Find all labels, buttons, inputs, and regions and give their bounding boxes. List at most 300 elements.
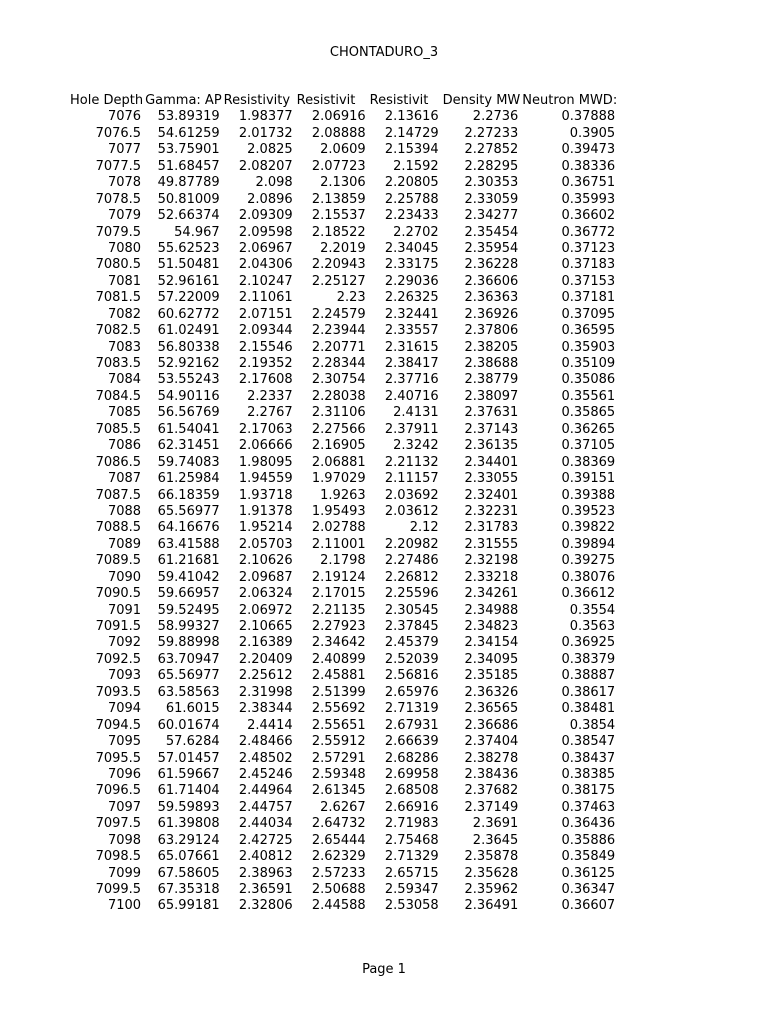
table-cell: 0.39275 [561,553,616,569]
table-row [68,438,617,454]
table-row [68,159,617,175]
table-cell: 2.38205 [464,339,519,355]
table-row [68,866,617,882]
table-cell: 0.38887 [561,668,616,684]
table-cell: 2.27923 [311,619,366,634]
table-row [68,898,617,914]
table-cell: 61.02491 [157,323,220,339]
table-cell: 7087.5 [95,487,142,503]
table-cell: 2.55692 [311,701,366,717]
table-cell: 53.55243 [157,372,220,388]
table-cell: 0.37183 [561,257,616,273]
table-cell: 7098.5 [95,849,142,865]
table-cell: 2.34642 [311,635,366,651]
table-cell: 2.25612 [238,668,293,684]
table-cell: 7095.5 [95,750,142,766]
table-row [68,208,617,224]
column-header-resistivity-3: Resistivit [369,93,429,108]
table-cell: 0.39523 [561,503,616,519]
table-cell: 2.36606 [464,273,519,289]
table-cell: 52.96161 [157,273,220,289]
table-cell: 2.2736 [472,109,519,125]
table-cell: 2.20982 [384,536,439,552]
table-cell: 7096 [107,766,142,782]
table-cell: 0.37153 [561,273,616,289]
table-row [68,816,617,832]
table-cell: 2.0825 [247,142,293,158]
table-cell: 63.41588 [157,536,220,552]
table-cell: 2.44757 [238,799,293,815]
table-cell: 2.32806 [238,898,293,914]
table-cell: 2.37404 [464,734,519,750]
table-cell: 7091 [107,602,142,618]
table-cell: 7093 [107,668,142,684]
table-cell: 2.31555 [464,536,519,552]
table-cell: 7083 [107,339,142,355]
table-cell: 2.64732 [311,816,366,832]
table-body [68,109,617,914]
table-cell: 2.26812 [384,569,439,585]
table-cell: 2.52039 [384,651,439,667]
table-cell: 7084 [107,372,142,388]
table-cell: 59.88998 [157,635,220,651]
table-cell: 2.30754 [311,372,366,388]
table-cell: 62.31451 [157,438,220,454]
table-cell: 2.08888 [311,125,366,141]
table-cell: 0.38369 [561,454,616,470]
table-cell: 2.16389 [238,635,293,651]
table-cell: 0.38481 [561,701,616,717]
table-cell: 2.11061 [238,290,293,306]
table-cell: 2.34823 [464,619,519,634]
table-cell: 2.40899 [311,651,366,667]
table-cell: 0.38617 [561,684,616,700]
table-cell: 2.25127 [311,273,366,289]
table-cell: 2.01732 [238,125,293,141]
table-cell: 7076 [107,109,142,125]
table-cell: 52.92162 [157,356,220,371]
table-row [68,668,617,684]
table-cell: 2.71983 [384,816,439,832]
table-cell: 1.97029 [311,471,366,487]
table-cell: 2.28295 [464,158,519,174]
table-cell: 2.23944 [311,323,366,339]
table-cell: 2.06916 [311,109,366,125]
table-cell: 56.56769 [157,405,220,421]
table-cell: 7081 [107,273,142,289]
table-cell: 49.87789 [157,175,220,191]
table-row [68,142,617,158]
table-cell: 55.62523 [157,240,220,256]
table-cell: 57.6284 [165,734,220,750]
table-cell: 2.06666 [238,438,293,454]
table-cell: 61.6015 [165,701,220,717]
table-cell: 65.56977 [157,668,220,684]
table-cell: 2.32441 [384,306,439,322]
table-cell: 0.36772 [561,224,616,240]
table-cell: 2.30353 [464,175,519,191]
table-cell: 1.91378 [238,503,293,519]
table-cell: 0.39473 [561,142,616,158]
table-cell: 2.35185 [464,668,519,684]
table-cell: 2.31106 [311,405,366,421]
table-row [68,455,617,471]
table-cell: 1.9263 [320,487,366,503]
table-cell: 2.23 [336,290,366,306]
table-cell: 2.3645 [472,832,519,848]
table-cell: 7086.5 [95,454,142,470]
table-cell: 2.28344 [311,356,366,371]
table-cell: 2.66639 [384,734,439,750]
table-cell: 2.07151 [238,306,293,322]
table-cell: 7086 [107,438,142,454]
table-cell: 2.15546 [238,339,293,355]
table-cell: 2.36491 [464,898,519,914]
table-cell: 7076.5 [95,125,142,141]
table-cell: 1.98095 [238,454,293,470]
table-cell: 0.39388 [561,487,616,503]
table-cell: 2.02788 [311,520,366,536]
table-cell: 1.95493 [311,503,366,519]
table-cell: 2.08207 [238,158,293,174]
table-cell: 2.36686 [464,717,519,733]
table-cell: 53.89319 [157,109,220,125]
column-header-resistivity-2: Resistivit [296,93,356,108]
table-cell: 2.36135 [464,438,519,454]
table-row [68,225,617,241]
table-cell: 2.6267 [320,799,366,815]
table-cell: 2.48466 [238,734,293,750]
table-cell: 0.37123 [561,240,616,256]
table-cell: 2.45246 [238,766,293,782]
table-cell: 7079 [107,208,142,224]
table-cell: 2.37631 [464,405,519,421]
table-cell: 2.68508 [384,783,439,799]
table-cell: 2.29036 [384,273,439,289]
table-cell: 2.34401 [464,454,519,470]
table-cell: 2.05703 [238,536,293,552]
table-cell: 7081.5 [95,290,142,306]
table-cell: 2.38688 [464,356,519,371]
table-row [68,257,617,273]
table-row [68,471,617,487]
table-cell: 2.2019 [320,240,366,256]
table-cell: 7080.5 [95,257,142,273]
table-row [68,619,617,635]
table-cell: 2.07723 [311,158,366,174]
table-cell: 0.38547 [561,734,616,750]
table-cell: 0.37181 [561,290,616,306]
table-cell: 0.36602 [561,208,616,224]
table-cell: 2.75468 [384,832,439,848]
column-header-density: Density MW [442,93,521,108]
table-cell: 2.21132 [384,454,439,470]
table-row [68,356,617,372]
table-cell: 2.50688 [311,882,366,897]
table-cell: 7098 [107,832,142,848]
table-cell: 0.39151 [561,471,616,487]
table-cell: 2.09598 [238,224,293,240]
table-cell: 2.37149 [464,799,519,815]
column-header-resistivity: Resistivity [223,93,291,108]
table-cell: 2.45379 [384,635,439,651]
table-cell: 2.1306 [320,175,366,191]
table-cell: 2.10665 [238,619,293,634]
table-row [68,274,617,290]
table-cell: 2.65444 [311,832,366,848]
table-cell: 2.098 [255,175,293,191]
table-cell: 2.0609 [320,142,366,158]
table-cell: 59.59893 [157,799,220,815]
table-cell: 7083.5 [95,356,142,371]
table-cell: 7097.5 [95,816,142,832]
table-cell: 2.62329 [311,849,366,865]
table-cell: 0.37888 [561,109,616,125]
table-cell: 7094.5 [95,717,142,733]
table-cell: 2.35954 [464,240,519,256]
table-cell: 2.13859 [311,191,366,207]
table-cell: 7079.5 [95,224,142,240]
table-cell: 2.27233 [464,125,519,141]
table-cell: 60.01674 [157,717,220,733]
table-cell: 2.68286 [384,750,439,766]
table-cell: 54.61259 [157,125,220,141]
table-cell: 7100 [107,898,142,914]
table-cell: 7082 [107,306,142,322]
table-cell: 65.99181 [157,898,220,914]
table-cell: 59.52495 [157,602,220,618]
table-cell: 58.99327 [157,619,220,634]
table-cell: 66.18359 [157,487,220,503]
table-cell: 53.75901 [157,142,220,158]
table-cell: 2.31615 [384,339,439,355]
table-row [68,389,617,405]
table-cell: 2.36591 [238,882,293,897]
table-cell: 0.37095 [561,306,616,322]
table-row [68,241,617,257]
table-cell: 2.27486 [384,553,439,569]
table-cell: 2.13616 [384,109,439,125]
table-cell: 7092.5 [95,651,142,667]
column-header-neutron: Neutron MWD: [522,93,618,108]
table-cell: 2.38344 [238,701,293,717]
table-row [68,849,617,865]
table-row [68,290,617,306]
table-row [68,553,617,569]
table-cell: 2.17063 [238,421,293,437]
table-cell: 59.74083 [157,454,220,470]
table-cell: 0.38336 [561,158,616,174]
table-cell: 2.0896 [247,191,293,207]
table-cell: 2.36363 [464,290,519,306]
table-cell: 65.07661 [157,849,220,865]
table-cell: 2.11157 [384,471,439,487]
table-cell: 61.25984 [157,471,220,487]
table-cell: 2.32401 [464,487,519,503]
table-cell: 2.37682 [464,783,519,799]
table-cell: 7089.5 [95,553,142,569]
table-cell: 2.17608 [238,372,293,388]
table-row [68,833,617,849]
table-cell: 2.44964 [238,783,293,799]
table-cell: 2.36326 [464,684,519,700]
table-cell: 2.42725 [238,832,293,848]
table-cell: 2.27852 [464,142,519,158]
table-cell: 0.39894 [561,536,616,552]
table-cell: 2.32198 [464,553,519,569]
table-cell: 7078.5 [95,191,142,207]
table-cell: 0.38437 [561,750,616,766]
table-cell: 2.4131 [393,405,439,421]
table-cell: 2.38779 [464,372,519,388]
table-row [68,767,617,783]
table-cell: 2.53058 [384,898,439,914]
table-cell: 2.06967 [238,240,293,256]
table-cell: 2.14729 [384,125,439,141]
table-cell: 2.3242 [393,438,439,454]
table-cell: 1.98377 [238,109,293,125]
table-cell: 7093.5 [95,684,142,700]
table-cell: 0.35886 [561,832,616,848]
table-cell: 2.38278 [464,750,519,766]
table-cell: 60.62772 [157,306,220,322]
table-row [68,635,617,651]
table-cell: 2.24579 [311,306,366,322]
table-row [68,751,617,767]
table-cell: 63.29124 [157,832,220,848]
table-cell: 2.34045 [384,240,439,256]
table-cell: 2.17015 [311,586,366,602]
table-cell: 2.48502 [238,750,293,766]
table-cell: 2.19352 [238,356,293,371]
table-cell: 57.01457 [157,750,220,766]
table-cell: 7080 [107,240,142,256]
table-cell: 2.35628 [464,865,519,881]
table-cell: 2.3691 [472,816,519,832]
table-cell: 2.56816 [384,668,439,684]
table-cell: 61.59667 [157,766,220,782]
table-cell: 0.3905 [569,125,616,141]
table-cell: 2.37716 [384,372,439,388]
table-cell: 2.66916 [384,799,439,815]
column-header-gamma: Gamma: AP [145,93,222,108]
table-cell: 59.66957 [157,586,220,602]
table-cell: 0.37105 [561,438,616,454]
table-cell: 2.34277 [464,208,519,224]
page-footer: Page 1 [362,962,406,977]
table-row [68,504,617,520]
table-row [68,718,617,734]
table-row [68,586,617,602]
table-cell: 2.20409 [238,651,293,667]
table-cell: 2.26325 [384,290,439,306]
table-cell: 64.16676 [157,520,220,536]
table-cell: 7078 [107,175,142,191]
table-cell: 2.65976 [384,684,439,700]
table-cell: 61.71404 [157,783,220,799]
table-row [68,603,617,619]
table-cell: 2.06972 [238,602,293,618]
table-cell: 54.967 [174,224,220,240]
table-row [68,422,617,438]
table-row [68,783,617,799]
table-cell: 2.37806 [464,323,519,339]
table-row [68,520,617,536]
table-cell: 2.38436 [464,766,519,782]
table-cell: 7077 [107,142,142,158]
table-cell: 0.36751 [561,175,616,191]
table-cell: 7089 [107,536,142,552]
table-cell: 2.15537 [311,208,366,224]
table-row [68,882,617,898]
table-row [68,701,617,717]
table-cell: 2.38417 [384,356,439,371]
table-cell: 1.94559 [238,471,293,487]
table-cell: 2.06881 [311,454,366,470]
table-cell: 59.41042 [157,569,220,585]
table-header-row [68,93,617,109]
table-cell: 2.04306 [238,257,293,273]
table-cell: 2.21135 [311,602,366,618]
table-cell: 2.71319 [384,701,439,717]
table-cell: 0.36125 [561,865,616,881]
table-cell: 2.30545 [384,602,439,618]
table-cell: 2.34095 [464,651,519,667]
table-cell: 2.33557 [384,323,439,339]
table-row [68,537,617,553]
table-cell: 2.34988 [464,602,519,618]
table-cell: 2.15394 [384,142,439,158]
table-cell: 67.58605 [157,865,220,881]
table-cell: 0.36265 [561,421,616,437]
table-cell: 0.36347 [561,882,616,897]
table-row [68,323,617,339]
table-cell: 7094 [107,701,142,717]
table-cell: 63.70947 [157,651,220,667]
table-row [68,488,617,504]
table-cell: 2.4414 [247,717,293,733]
table-cell: 2.33218 [464,569,519,585]
table-cell: 2.55912 [311,734,366,750]
table-cell: 2.61345 [311,783,366,799]
table-cell: 0.3554 [569,602,616,618]
table-cell: 57.22009 [157,290,220,306]
table-cell: 2.2337 [247,388,293,404]
table-row [68,405,617,421]
table-cell: 7090.5 [95,586,142,602]
table-cell: 0.37463 [561,799,616,815]
table-cell: 51.68457 [157,158,220,174]
table-cell: 2.40812 [238,849,293,865]
table-cell: 2.36228 [464,257,519,273]
table-cell: 2.65715 [384,865,439,881]
table-cell: 2.03692 [384,487,439,503]
table-cell: 2.20771 [311,339,366,355]
table-cell: 0.38379 [561,651,616,667]
table-cell: 2.25788 [384,191,439,207]
table-cell: 2.09309 [238,208,293,224]
table-cell: 7099.5 [95,882,142,897]
table-cell: 7087 [107,471,142,487]
table-cell: 2.1592 [393,158,439,174]
data-table [68,93,617,915]
table-cell: 7082.5 [95,323,142,339]
table-cell: 2.2702 [393,224,439,240]
table-cell: 7084.5 [95,388,142,404]
table-cell: 7099 [107,865,142,881]
table-cell: 2.36565 [464,701,519,717]
table-cell: 0.36612 [561,586,616,602]
